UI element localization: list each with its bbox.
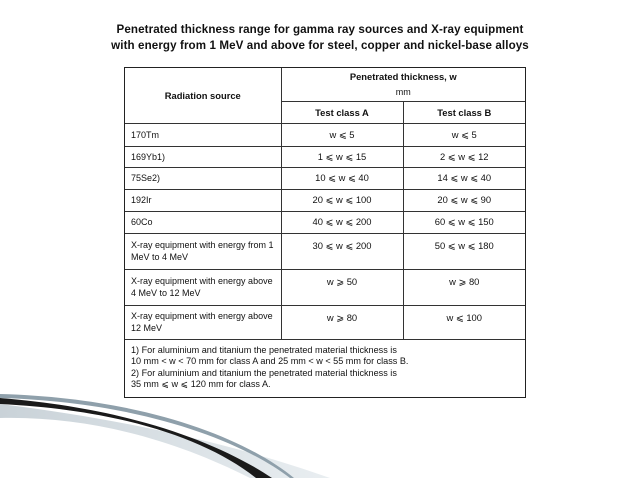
slide-title — [100, 22, 540, 54]
row-source: X-ray equipment with energy above 4 MeV to 12 MeV — [125, 269, 281, 305]
row-class-b: 2 ⩽ w ⩽ 12 — [403, 146, 525, 167]
row-source: 192Ir — [125, 189, 281, 211]
table-row — [125, 123, 525, 146]
table-row — [125, 211, 525, 233]
table-row — [125, 146, 525, 167]
row-class-a: 40 ⩽ w ⩽ 200 — [281, 211, 403, 233]
swoosh-light-band — [0, 404, 330, 478]
row-class-a: 10 ⩽ w ⩽ 40 — [281, 167, 403, 189]
row-class-b: 50 ⩽ w ⩽ 180 — [403, 233, 525, 269]
thickness-table — [125, 68, 525, 396]
row-source: X-ray equipment with energy from 1 MeV to 4 MeV — [125, 233, 281, 269]
row-class-a: 30 ⩽ w ⩽ 200 — [281, 233, 403, 269]
row-source: 170Tm — [125, 123, 281, 146]
row-source: 169Yb1) — [125, 146, 281, 167]
row-class-b: 14 ⩽ w ⩽ 40 — [403, 167, 525, 189]
row-class-a: w ⩽ 5 — [281, 123, 403, 146]
footnote-line: 1) For aluminium and titanium the penetrated material thickness is — [131, 344, 397, 355]
table-row — [125, 269, 525, 305]
swoosh-dark-band — [0, 398, 272, 478]
row-source: X-ray equipment with energy above 12 MeV — [125, 305, 281, 339]
header-penetrated-thickness — [281, 68, 525, 101]
row-class-b: w ⩾ 80 — [403, 269, 525, 305]
row-class-a: 20 ⩽ w ⩽ 100 — [281, 189, 403, 211]
penetrated-thickness-table — [124, 67, 526, 398]
footnotes — [125, 339, 525, 396]
header-radiation-source: Radiation source — [125, 68, 281, 123]
footnote-line: 10 mm < w < 70 mm for class A and 25 mm < w < 55 mm for class B. — [131, 356, 409, 367]
title-line-1: Penetrated thickness range for gamma ray sources and X-ray equipment — [116, 23, 524, 36]
swoosh-thin-line — [0, 394, 294, 478]
header-unit: mm — [395, 87, 411, 98]
row-class-a: w ⩾ 80 — [281, 305, 403, 339]
row-source: 60Co — [125, 211, 281, 233]
title-line-2: with energy from 1 MeV and above for steel, copper and nickel-base alloys — [111, 39, 529, 52]
row-class-b: w ⩽ 5 — [403, 123, 525, 146]
footnote-line: 2) For aluminium and titanium the penetrated material thickness is — [131, 367, 397, 378]
table-row — [125, 189, 525, 211]
row-class-b: 20 ⩽ w ⩽ 90 — [403, 189, 525, 211]
header-test-class-a: Test class A — [281, 101, 403, 123]
row-source: 75Se2) — [125, 167, 281, 189]
table-row — [125, 167, 525, 189]
row-class-a: w ⩾ 50 — [281, 269, 403, 305]
table-row — [125, 305, 525, 339]
header-penetrated-label: Penetrated thickness, w — [349, 71, 457, 83]
footnote-line: 35 mm ⩽ w ⩽ 120 mm for class A. — [131, 379, 271, 390]
row-class-a: 1 ⩽ w ⩽ 15 — [281, 146, 403, 167]
header-test-class-b: Test class B — [403, 101, 525, 123]
row-class-b: 60 ⩽ w ⩽ 150 — [403, 211, 525, 233]
row-class-b: w ⩽ 100 — [403, 305, 525, 339]
table-row — [125, 233, 525, 269]
